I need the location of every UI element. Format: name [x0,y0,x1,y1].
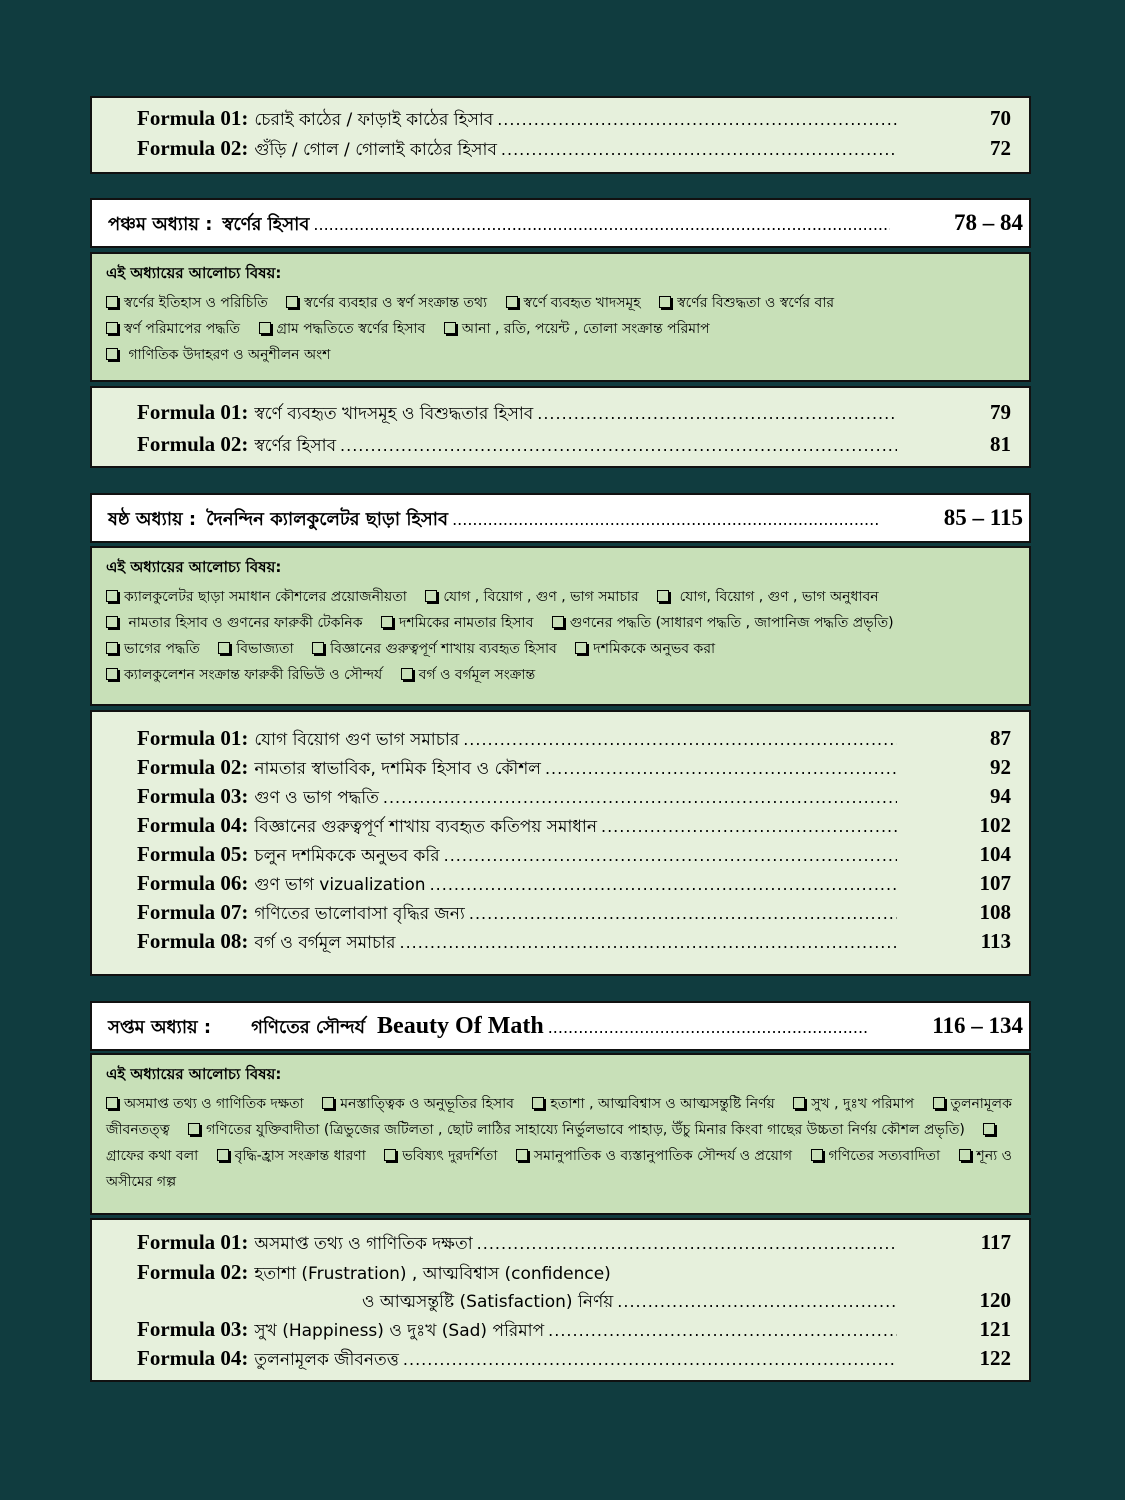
formula-title: ও আত্মসন্তুষ্টি (Satisfaction) নির্ণয় [362,1292,614,1312]
formula-title: গণিতের ভালোবাসা বৃদ্ধির জন্য [254,904,465,924]
page-number: 92 [990,755,1011,779]
formula-title: চলুন দশমিককে অনুভব করি [254,846,440,866]
formula-label: Formula 01: [137,400,249,424]
dot-leader [403,1350,897,1369]
checkbox-icon [552,616,564,628]
formula-label: Formula 08: [137,929,249,953]
dot-leader [617,1292,897,1311]
formula-label: Formula 01: [137,726,249,750]
formula-label: Formula 06: [137,871,249,895]
dot-leader [601,817,897,836]
topic-item: আনা , রতি, পয়েন্ট , তোলা সংক্রান্ত পরিমাপ [444,321,710,337]
topic-item: বৃদ্ধি-হ্রাস সংক্রান্ত ধারণা [217,1148,366,1164]
dot-leader [537,404,897,423]
toc-entry[interactable] [137,726,1011,754]
dot-leader [313,215,890,234]
toc-entry[interactable] [137,929,1011,957]
chapter6-topics [90,546,1031,706]
checkbox-icon [106,1097,118,1109]
page-number: 120 [979,1288,1011,1312]
formula-title: বর্গ ও বর্গমূল সমাচার [254,933,396,953]
topic-item: তুলনামূলক জীবনতত্ত্ব [106,1096,1012,1138]
page-number: 117 [980,1230,1011,1254]
toc-entry-continuation[interactable] [362,1288,1011,1316]
topic-item: মনস্তাত্ত্বিক ও অনুভূতির হিসাব [322,1096,514,1112]
checkbox-icon [217,1149,229,1161]
formula-title: নামতার স্বাভাবিক, দশমিক হিসাব ও কৌশল [254,759,541,779]
formula-title: স্বর্ণের হিসাব [254,436,337,456]
formula-label: Formula 07: [137,900,249,924]
dot-leader [548,1321,897,1340]
topic-item: গ্রাম পদ্ধতিতে স্বর্ণের হিসাব [259,321,426,337]
toc-entry[interactable] [137,755,1011,783]
formula-title: যোগ বিয়োগ গুণ ভাগ সমাচার [254,730,460,750]
dot-leader [430,875,897,894]
formula-title: হতাশা (Frustration) , আত্মবিশ্বাস (confidence) [254,1264,611,1284]
checkbox-icon [506,296,518,308]
chapter5-header[interactable] [90,198,1031,248]
checkbox-icon [312,642,324,654]
toc-entry[interactable] [137,784,1011,812]
checkbox-icon [575,642,587,654]
topics-heading: এই অধ্যায়ের আলোচ্য বিষয়: [106,558,282,576]
topic-item: দশমিকের নামতার হিসাব [381,615,533,631]
dot-leader [469,904,897,923]
chapter5-formula-box [90,386,1031,468]
topic-item: ভবিষ্যৎ দুরদর্শিতা [384,1148,497,1164]
formula-title: গুণ ভাগ vizualization [254,875,426,895]
topic-item: গ্রাফের কথা বলা [106,1122,1001,1164]
dot-leader [463,730,897,749]
toc-entry[interactable] [137,1260,1011,1288]
checkbox-icon [106,616,118,628]
toc-entry[interactable] [137,136,1011,164]
checkbox-icon [384,1149,396,1161]
page-number: 102 [979,813,1011,837]
toc-entry[interactable] [137,1230,1011,1258]
chapter7-topics [90,1053,1031,1215]
dot-leader [501,140,897,159]
dot-leader [444,846,897,865]
chapter6-header[interactable] [90,493,1031,543]
topic-item: গুণনের পদ্ধতি (সাধারণ পদ্ধতি , জাপানিজ পদ্ধতি প্রভৃতি) [552,615,894,631]
formula-title: চেরাই কাঠের / ফাড়াই কাঠের হিসাব [254,110,494,130]
chapter-title: গণিতের সৌন্দর্য [251,1017,366,1038]
topics-heading: এই অধ্যায়ের আলোচ্য বিষয়: [106,1065,282,1083]
topic-item: সুখ , দুঃখ পরিমাপ [793,1096,914,1112]
toc-entry[interactable] [137,106,1011,134]
checkbox-icon [959,1149,971,1161]
chapter-number: ষষ্ঠ অধ্যায় : [108,509,197,530]
toc-entry[interactable] [137,400,1011,428]
page-number: 108 [979,900,1011,924]
page-range: 116 – 134 [932,1013,1023,1038]
topic-list [106,1091,1015,1195]
dot-leader [497,110,897,129]
dot-leader [383,788,897,807]
formula-label: Formula 03: [137,784,249,808]
page-number: 87 [990,726,1011,750]
dot-leader [477,1234,897,1253]
topic-item: স্বর্ণের ইতিহাস ও পরিচিতি [106,295,268,311]
topic-item: স্বর্ণ পরিমাপের পদ্ধতি [106,321,240,337]
topic-list [106,290,1015,368]
checkbox-icon [106,590,118,602]
page-number: 104 [979,842,1011,866]
toc-entry[interactable] [137,1317,1011,1345]
dot-leader [545,759,897,778]
formula-label: Formula 02: [137,136,249,160]
checkbox-icon [106,668,118,680]
checkbox-icon [532,1097,544,1109]
checkbox-icon [444,322,456,334]
formula-label: Formula 04: [137,1346,249,1370]
topic-item: অসমাপ্ত তথ্য ও গাণিতিক দক্ষতা [106,1096,304,1112]
chapter-number: পঞ্চম অধ্যায় : [108,214,213,235]
formula-title: অসমাপ্ত তথ্য ও গাণিতিক দক্ষতা [254,1234,473,1254]
checkbox-icon [793,1097,805,1109]
chapter-title-english: Beauty Of Math [377,1013,544,1039]
toc-entry[interactable] [137,871,1011,899]
checkbox-icon [322,1097,334,1109]
checkbox-icon [106,296,118,308]
topic-item: স্বর্ণের ব্যবহার ও স্বর্ণ সংক্রান্ত তথ্য [286,295,487,311]
checkbox-icon [259,322,271,334]
topic-item: দশমিককে অনুভব করা [575,641,715,657]
checkbox-icon [106,348,118,360]
formula-label: Formula 01: [137,1230,249,1254]
page-number: 94 [990,784,1011,808]
checkbox-icon [657,590,669,602]
topic-item: স্বর্ণে ব্যবহৃত খাদসমূহ [506,295,641,311]
topic-item: গণিতের সত্যবাদিতা [811,1148,941,1164]
formula-title: গুণ ও ভাগ পদ্ধতি [254,788,379,808]
topic-item: শূন্য ও অসীমের গল্প [106,1148,1012,1190]
page-number: 79 [990,400,1011,424]
formula-title: বিজ্ঞানের গুরুত্বপূর্ণ শাখায় ব্যবহৃত কতিপয় সমাধান [254,817,597,837]
checkbox-icon [659,296,671,308]
dot-leader [400,933,898,952]
formula-label: Formula 02: [137,1260,249,1284]
formula-label: Formula 04: [137,813,249,837]
checkbox-icon [933,1097,945,1109]
topic-item: স্বর্ণের বিশুদ্ধতা ও স্বর্ণের বার [659,295,834,311]
topic-item: সমানুপাতিক ও ব্যস্তানুপাতিক সৌন্দর্য ও প্রয়োগ [516,1148,792,1164]
topic-item: গণিতের যুক্তিবাদীতা (ত্রিভুজের জটিলতা , ছোট লাঠির সাহায্যে নির্ভুলভাবে পাহাড়, উঁচু মিনার কিংবা গাছের উচ্চতা নির্ণয় কৌশল প্রভৃতি) [188,1122,965,1138]
checkbox-icon [218,642,230,654]
checkbox-icon [188,1123,200,1135]
checkbox-icon [401,668,413,680]
topic-item: যোগ, বিয়োগ , গুণ , ভাগ অনুধাবন [657,589,878,605]
chapter6-formula-box [90,710,1031,976]
topic-item: বিভাজ্যতা [218,641,293,657]
page-range: 78 – 84 [954,210,1023,235]
topic-item: বর্গ ও বর্গমূল সংক্রান্ত [401,667,535,683]
topic-item: ভাগের পদ্ধতি [106,641,200,657]
formula-title: সুখ (Happiness) ও দুঃখ (Sad) পরিমাপ [254,1321,545,1341]
page-number: 121 [979,1317,1011,1341]
checkbox-icon [381,616,393,628]
checkbox-icon [425,590,437,602]
topic-list [106,584,1015,688]
topic-item: যোগ , বিয়োগ , গুণ , ভাগ সমাচার [425,589,638,605]
topics-heading: এই অধ্যায়ের আলোচ্য বিষয়: [106,264,282,282]
checkbox-icon [106,642,118,654]
page-number: 81 [990,432,1011,456]
formula-label: Formula 02: [137,432,249,456]
toc-entry[interactable] [137,900,1011,928]
topic-item: গাণিতিক উদাহরণ ও অনুশীলন অংশ [106,347,330,363]
formula-label: Formula 01: [137,106,249,130]
topic-item: ক্যালকুলেটর ছাড়া সমাধান কৌশলের প্রয়োজনীয়তা [106,589,407,605]
toc-entry[interactable] [137,813,1011,841]
topic-item: হতাশা , আত্মবিশ্বাস ও আত্মসন্তুষ্টি নির্ণয় [532,1096,774,1112]
page-number: 107 [979,871,1011,895]
checkbox-icon [983,1123,995,1135]
toc-entry[interactable] [137,842,1011,870]
formula-title: তুলনামূলক জীবনতত্ত [254,1350,399,1370]
topic-item: ক্যালকুলেশন সংক্রান্ত ফারুকী রিভিউ ও সৌন্দর্য [106,667,382,683]
dot-leader [548,1018,869,1037]
formula-label: Formula 02: [137,755,249,779]
formula-label: Formula 05: [137,842,249,866]
topic-item: নামতার হিসাব ও গুণনের ফারুকী টেকনিক [106,615,363,631]
formula-label: Formula 03: [137,1317,249,1341]
dot-leader [340,436,897,455]
page-range: 85 – 115 [943,505,1023,530]
formula-title: স্বর্ণে ব্যবহৃত খাদসমূহ ও বিশুদ্ধতার হিসাব [254,404,534,424]
chapter-title: স্বর্ণের হিসাব [222,214,310,235]
dot-leader [452,510,880,529]
page-number: 70 [990,106,1011,130]
formula-title: গুঁড়ি / গোল / গোলাই কাঠের হিসাব [254,140,497,160]
chapter-title: দৈনন্দিন ক্যালকুলেটর ছাড়া হিসাব [206,509,449,530]
chapter7-header[interactable] [90,1001,1031,1051]
page-number: 72 [990,136,1011,160]
page-number: 113 [980,929,1011,953]
checkbox-icon [106,322,118,334]
chapter-number: সপ্তম অধ্যায় : [108,1017,212,1038]
topic-item: বিজ্ঞানের গুরুত্বপূর্ণ শাখায় ব্যবহৃত হিসাব [312,641,557,657]
page-number: 122 [979,1346,1011,1370]
chapter5-topics [90,252,1031,382]
toc-entry[interactable] [137,1346,1011,1374]
checkbox-icon [516,1149,528,1161]
checkbox-icon [286,296,298,308]
chapter4-formula-box [90,96,1031,174]
toc-entry[interactable] [137,432,1011,460]
chapter7-formula-box [90,1218,1031,1382]
checkbox-icon [811,1149,823,1161]
